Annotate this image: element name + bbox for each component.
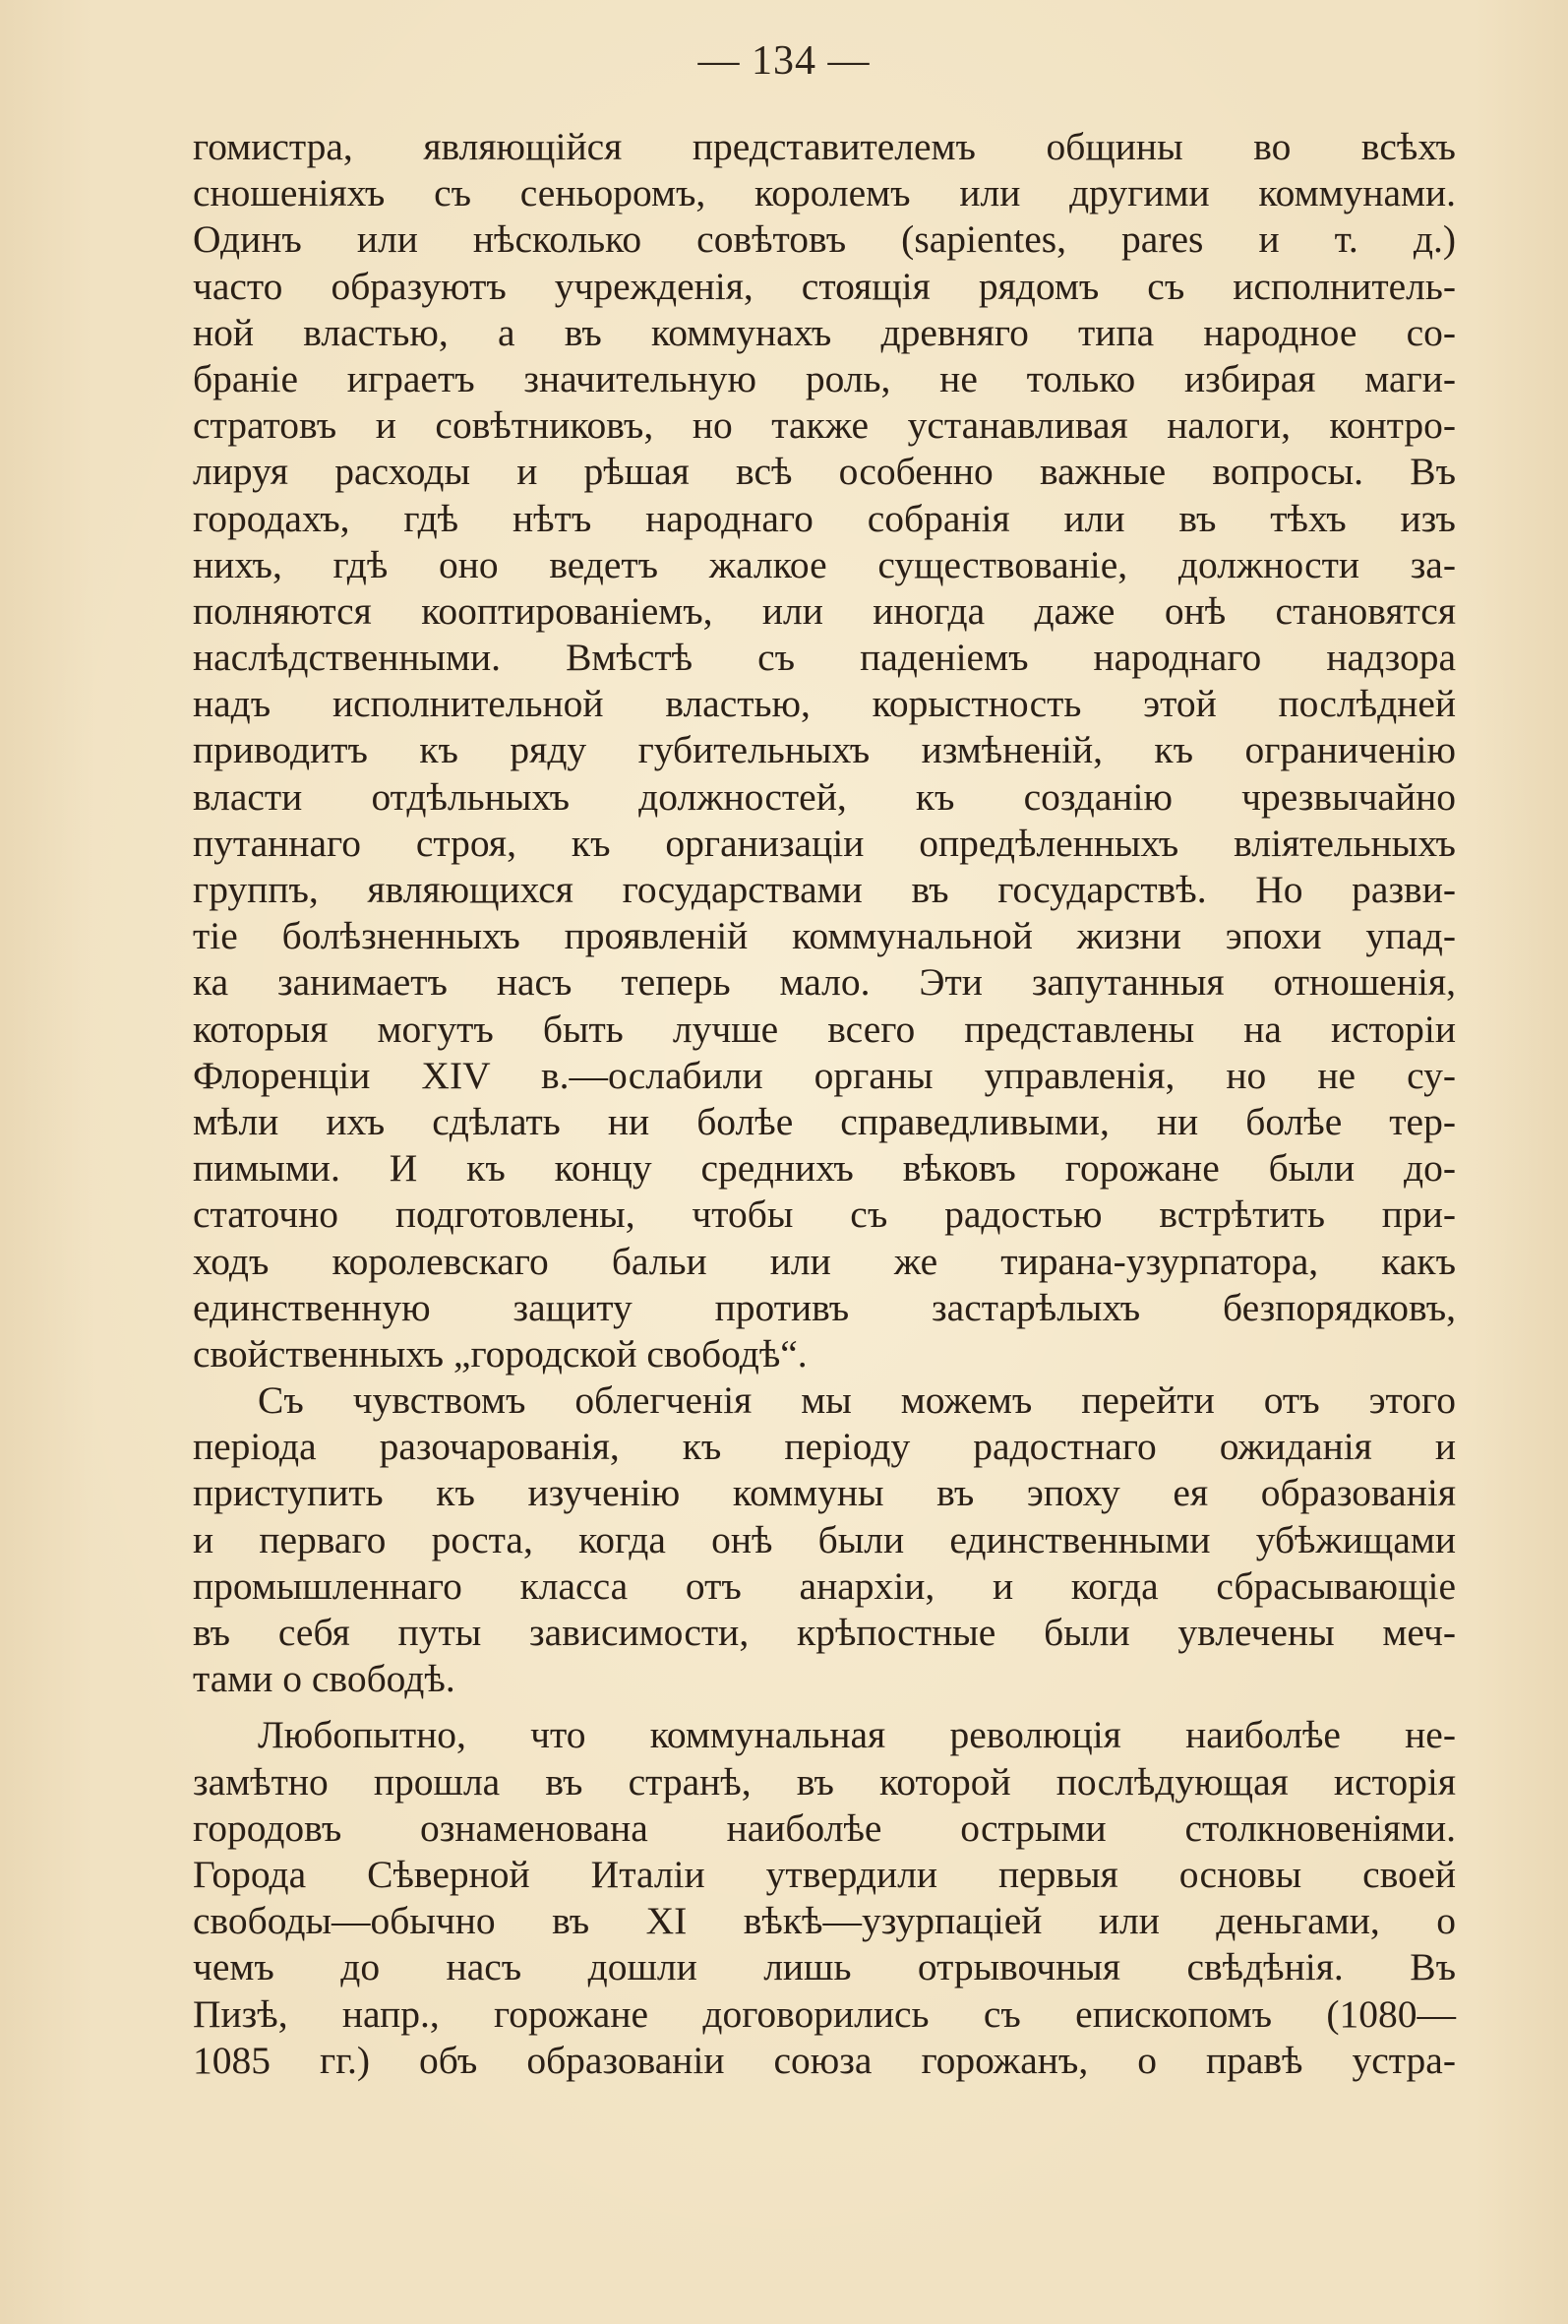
text-line: путаннаго строя, къ организаціи опредѣленныхъ вліятельныхъ	[193, 821, 1456, 865]
text-line: Пизѣ, напр., горожане договорились съ епископомъ (1080—	[193, 1991, 1456, 2036]
text-line: Любопытно, что коммунальная революція наиболѣе не-	[258, 1713, 1456, 1757]
text-line: сношеніяхъ съ сеньоромъ, королемъ или другими коммунами.	[193, 171, 1456, 215]
page-body	[193, 124, 1456, 2084]
paragraph-spacer	[193, 1702, 1456, 1712]
text-line: свободы—обычно въ XI вѣкѣ—узурпаціей или деньгами, о	[193, 1899, 1456, 1943]
text-line: Съ чувствомъ облегченія мы можемъ перейти отъ этого	[258, 1378, 1456, 1423]
text-line: чемъ до насъ дошли лишь отрывочныя свѣдѣнія. Въ	[193, 1945, 1456, 1989]
text-line: въ себя путы зависимости, крѣпостные были увлечены меч-	[193, 1611, 1456, 1654]
text-line: гомистра, являющійся представителемъ общины во всѣхъ	[193, 125, 1456, 168]
text-line: стратовъ и совѣтниковъ, но также устанавливая налоги, контро-	[193, 403, 1456, 448]
text-line: браніе играетъ значительную роль, не только избирая маги-	[193, 356, 1456, 400]
paragraph-2	[193, 1377, 1456, 1702]
text-line: 1085 гг.) объ образованіи союза горожанъ, о правѣ устра-	[193, 2038, 1456, 2082]
text-line: тами о свободѣ.	[193, 1657, 455, 1701]
text-line: Города Сѣверной Италіи утвердили первыя основы своей	[193, 1852, 1456, 1896]
text-line: тіе болѣзненныхъ проявленій коммунальной жизни эпохи упад-	[193, 914, 1456, 958]
text-line: пимыми. И къ концу среднихъ вѣковъ горожане были до-	[193, 1146, 1456, 1191]
text-line: городовъ ознаменована наиболѣе острыми столкновеніями.	[193, 1805, 1456, 1850]
text-line: періода разочарованія, къ періоду радостнаго ожиданія и	[193, 1425, 1456, 1469]
text-line: статочно подготовлены, чтобы съ радостью встрѣтить при-	[193, 1193, 1456, 1237]
page-number: — 134 —	[697, 38, 871, 84]
text-line: свойственныхъ „городской свободѣ“.	[193, 1331, 808, 1376]
text-line: Одинъ или нѣсколько совѣтовъ (sapientes, pares и т. д.)	[193, 217, 1456, 262]
text-line: промышленнаго класса отъ анархіи, и когда сбрасывающіе	[193, 1563, 1456, 1608]
text-line: власти отдѣльныхъ должностей, къ созданію чрезвычайно	[193, 774, 1456, 819]
paragraph-1	[193, 124, 1456, 1377]
text-line: наслѣдственными. Вмѣстѣ съ паденіемъ народнаго надзора	[193, 636, 1456, 680]
text-line: ка занимаетъ насъ теперь мало. Эти запутанныя отношенія,	[193, 960, 1456, 1005]
text-line: приводитъ къ ряду губительныхъ измѣненій, къ ограниченію	[193, 728, 1456, 772]
text-line: и перваго роста, когда онѣ были единственными убѣжищами	[193, 1517, 1456, 1561]
text-line: часто образуютъ учрежденія, стоящія рядомъ съ исполнитель-	[193, 264, 1456, 308]
text-line: мѣли ихъ сдѣлать ни болѣе справедливыми, ни болѣе тер-	[193, 1099, 1456, 1143]
text-line: приступить къ изученію коммуны въ эпоху ея образованія	[193, 1471, 1456, 1515]
text-line: лируя расходы и рѣшая всѣ особенно важные вопросы. Въ	[193, 450, 1456, 494]
text-line: единственную защиту противъ застарѣлыхъ безпорядковъ,	[193, 1285, 1456, 1329]
text-line: замѣтно прошла въ странѣ, въ которой послѣдующая исторія	[193, 1759, 1456, 1804]
text-line: надъ исполнительной властью, корыстность этой послѣдней	[193, 682, 1456, 726]
text-line: Флоренціи XIV в.—ослабили органы управленія, но не су-	[193, 1053, 1456, 1097]
paragraph-3	[193, 1712, 1456, 2084]
text-line: которыя могутъ быть лучше всего представлены на исторіи	[193, 1007, 1456, 1051]
text-line: ной властью, а въ коммунахъ древняго типа народное со-	[193, 310, 1456, 354]
text-line: группъ, являющихся государствами въ государствѣ. Но разви-	[193, 868, 1456, 911]
text-line: ходъ королевскаго бальи или же тирана-узурпатора, какъ	[193, 1239, 1456, 1283]
text-line: нихъ, гдѣ оно ведетъ жалкое существованіе, должности за-	[193, 542, 1456, 586]
text-line: городахъ, гдѣ нѣтъ народнаго собранія или въ тѣхъ изъ	[193, 496, 1456, 540]
text-line: полняются кооптированіемъ, или иногда даже онѣ становятся	[193, 588, 1456, 633]
